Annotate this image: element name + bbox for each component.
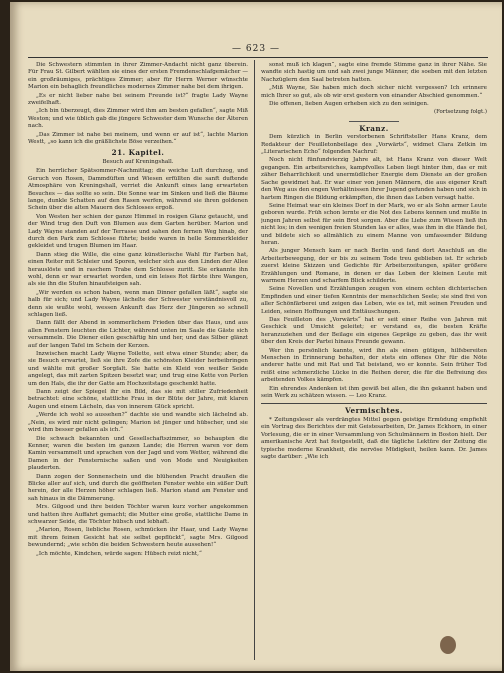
paragraph: „Ich bin überzeugt, dies Zimmer wird ihm am besten gefallen“, sagte Miß Weston; und wie üblich gab die jüngere Schwester dem Wunsche der Älteren nach. [28, 108, 248, 130]
misc-rule [261, 403, 487, 404]
right-column [261, 62, 487, 660]
column-divider [254, 60, 255, 660]
misc-paragraphs [261, 417, 487, 461]
paragraph: Von Westen her schien der ganze Himmel in rosigen Glanz getaucht, und der Wind trug den Duft von Blumen aus dem Garten herüber. Marion und Lady Wayne standen auf der Terrasse und sahen den fernen Weg hinab, der durch den Park zum Schlosse führte; beide waren in helle Sommerkleider gekleidet und trugen Blumen im Haar. [28, 213, 248, 250]
misc-heading: Vermischtes. [345, 406, 403, 416]
chapter-subtitle: Besuch auf Kreningshall. [102, 158, 174, 165]
paragraph: Seine Heimat war ein kleines Dorf in der Mark, wo er als Sohn armer Leute geboren wurde. Früh schon lernte er die Not des Lebens kennen und mußte in jungen Jahren selbst für sein Brot sorgen. Aber die Liebe zum Wissen ließ ihn nicht los; in den wenigen freien Stunden las er alles, was ihm in die Hände fiel, und bildete sich so allmählich zu einem Manne von umfassender Bildung heran. [261, 202, 487, 246]
paragraph: Dann zogen der Sonnenschein und die blühenden Pracht draußen die Blicke aller auf sich, und durch die geöffneten Fenster wehte ein süßer Duft herein, der alle Herzen höher schlagen ließ. Marion stand am Fenster und sah hinaus in die Dämmerung. [28, 473, 248, 502]
paragraph: Dem kürzlich in Berlin verstorbenen Schriftsteller Hans Kranz, dem Redakteur der Feuilletonbeilage des „Vorwärts“, widmet Clara Zetkin im „Literarischen Echo“ folgenden Nachruf: [261, 134, 487, 156]
paragraph: Dann stieg die Wille, die eine ganz künstlerische Wahl für Farben hat, einen Reiter mit Schleier und Sporen, welcher sich aus den Linden der Allee herauslöste und in raschem Trabe dem Schlosse zuritt. Sie erkannte ihn wohl, denn er war erwartet worden, und ein leises Rot färbte ihre Wangen, als sie ihn die Stufen hinaufsteigen sah. [28, 251, 248, 288]
paragraph: Ein herrlicher Spätsommer-Nachmittag; die weiche Luft durchzog, und Geruch von Rosen, Dammdüften und Wiesen erfüllten die sanft duftende Atmosphäre von Kreningshall, verriet die Ankunft eines lang erwarteten Besuches — das sollte so sein. Die Sonne war im Sinken und ließ die Bäume lange, dunkle Schatten auf den Rasen werfen, während sie ihren goldenen Schein über die alten Mauern des Schlosses ergoß. [28, 168, 248, 212]
header-rule [28, 57, 488, 58]
paragraph: Als junger Mensch kam er nach Berlin und fand dort Anschluß an die Arbeiterbewegung, der er bis zu seinem Tode treu geblieben ist. Er schrieb zuerst kleine Skizzen und Gedichte für Arbeiterzeitungen, später größere Erzählungen und Romane, in denen er das Leben der kleinen Leute mit warmem Herzen und scharfem Blick schilderte. [261, 248, 487, 284]
paragraph: Noch nicht fünfundvierzig Jahre alt, ist Hans Kranz von dieser Welt gegangen. Ein arbeitsreiches, kampfvolles Leben liegt hinter ihm, das er mit zäher Beharrlichkeit und unermüdlicher Energie dem Dienste an der großen Sache gewidmet hat. Er war einer von jenen Männern, die aus eigener Kraft den Weg aus den engen Verhältnissen ihrer Jugend gefunden haben und sich in hartem Ringen die Bildung erkämpften, die ihnen das Leben versagt hatte. [261, 157, 487, 201]
paragraph: „Werde ich wohl so aussehen?“ dachte sie und wandte sich lächelnd ab. „Nein, es wird mir nicht gelingen; Marion ist jünger und hübscher, und sie wird ihm besser gefallen als ich.“ [28, 412, 248, 434]
paragraph: „Wir werden es schon haben, wenn man Dinner gefallen läßt“, sagte sie halb für sich; und Lady Wayne lächelte der Schwester verständnisvoll zu, denn sie wußte wohl, wessen Ankunft das Herz der Jüngeren so schnell schlagen ließ. [28, 289, 248, 318]
paragraph: Wer ihn persönlich kannte, wird ihn als einen gütigen, hilfsbereiten Menschen in Erinnerung behalten, der stets ein offenes Ohr für die Nöte anderer hatte und mit Rat und Tat beistand, wo er konnte. Sein früher Tod reißt eine schmerzliche Lücke in die Reihen derer, die für die Befreiung des arbeitenden Volkes kämpfen. [261, 347, 487, 384]
chapter-paragraphs [28, 168, 248, 558]
section-separator [349, 121, 399, 122]
paragraph: Seine Novellen und Erzählungen zeugen von einem echten dichterischen Empfinden und einer tiefen Kenntnis der menschlichen Seele; sie sind frei von aller Schönfärberei und zeigen das Leben, wie es ist, mit seinen Freuden und Leiden, seinen Hoffnungen und Enttäuschungen. [261, 286, 487, 315]
paragraph: Die schwach bekannten und Gesellschaftszimmer, so behaupten die Kenner, waren die besten im ganzen Lande; die Herren waren vor dem Kamin versammelt und sprachen von der Jagd und vom Wetter, während die Damen in der Fensternische saßen und von Mode und Neuigkeiten plauderten. [28, 435, 248, 472]
continuation-note: (Fortsetzung folgt.) [433, 109, 487, 116]
paragraph: Mrs. Gilgood und ihre beiden Töchter waren kurz vorher angekommen und hatten ihre Auffahrt gemacht; die Mutter eine große, stattliche Dame in schwarzer Seide, die Töchter hübsch und lebhaft. [28, 504, 248, 525]
chapter-heading: 21. Kapitel. [111, 148, 165, 158]
paragraph: Inzwischen macht Lady Wayne Toilette, seit etwa einer Stunde; aber, da sie Besuch erwartet, ließ sie ihre Zofe die schönsten Kleider herbeibringen und wählte mit großer Sorgfalt. Sie hatte ein Kleid von weißer Seide angelegt, das mit zarten Spitzen besetzt war, und trug eine Kette von Perlen um den Hals, die ihr der Gatte am Hochzeitstage geschenkt hatte. [28, 351, 248, 387]
paragraph: * Zeitungsleser als verdrängtes Mittel gegen geistige Ermüdung empfiehlt ein Vortrag des Berichtes der mit Geistesarbeiten, Dr. James Eckhorn, in einer Vorlesung, die er in einer Versammlung von Schulmännern in Boston hielt. Der amerikanische Arzt hat festgestellt, daß die tägliche Lektüre der Zeitung die typische moderne Krankheit, die nervöse Müdigkeit, heilen kann. Dr. James sagte darüber: „Wie ich [261, 416, 487, 460]
paragraph: „Miß Wayne, Sie haben mich doch sicher nicht vergessen? Ich erinnere mich Ihrer so gut, als ob wir erst gestern von einander Abschied genommen.“ [261, 85, 487, 99]
paragraph: Dann zeigt der Spiegel ihr ein Bild, das sie mit stiller Zufriedenheit betrachtet: eine schöne, stattliche Frau in der Blüte der Jahre, mit klaren Augen und einem Lächeln, das von innerem Glück spricht. [28, 389, 248, 410]
left-column [28, 62, 248, 660]
paragraph: Dann fällt der Abend in sommerlichem Frieden über das Haus, und aus allen Fenstern leuchten die Lichter, während unten im Saale die Gäste sich versammeln. Die Diener eilen geschäftig hin und her, und das Silber glänzt auf der langen Tafel im Schein der Kerzen. [28, 320, 248, 349]
ink-stain [440, 636, 456, 654]
paragraph: „Es er nicht lieber nahe bei seinem Freunde ist?“ fragte Lady Wayne zweifelhaft. [28, 92, 248, 107]
paragraph: „Das Zimmer ist nahe bei meinem, und wenn er auf ist“, lachte Marion Westt, „so kann ich die gräßlichste Böse verzeihen.“ [28, 131, 248, 146]
newspaper-page [10, 2, 502, 671]
paragraph: sonst muß ich klagen“, sagte eine fremde Stimme ganz in ihrer Nähe. Sie wandte sich hastig um und sah zwei junge Männer, die soeben mit den letzten Nachzüglern den Saal betreten hatten. [261, 62, 487, 83]
section-paragraphs [261, 134, 487, 400]
right-top-paragraphs [261, 62, 487, 108]
paragraph: Das Feuilleton des „Vorwärts“ hat er seit einer Reihe von Jahren mit Geschick und Umsicht geleitet; er verstand es, die besten Kräfte heranzuziehen und der Beilage ein eigenes Gepräge zu geben, das ihr weit über den Kreis der Partei hinaus Freunde gewann. [261, 317, 487, 346]
paragraph: Die offenen, lieben Augen erheben sich zu den seinigen. [269, 101, 429, 108]
paragraph: „Marion, Rosen, liebliche Rosen, schmücken ihr Haar, und Lady Wayne mit ihrem feinen Gesicht hat sie selbst gepflückt“, sagte Mrs. Gilgood bewundernd; „wie schön die beiden Schwestern heute aussehen!“ [28, 527, 248, 549]
paragraph: „Ich möchte, Kindchen, würde sagen: Hübsch reizt nicht,“ [36, 550, 202, 557]
paragraph: Ein ehrendes Andenken ist ihm gewiß bei allen, die ihn gekannt haben und sein Werk zu schätzen wissen. — Leo Kranz. [261, 385, 487, 400]
page-number: — 623 — [232, 44, 280, 54]
left-top-paragraphs [28, 62, 248, 146]
paragraph: Die Schwestern stimmten in ihrer Zimmer-Andacht nicht ganz überein. Für Frau St. Gilbert wählten sie eines der ersten Fremdenschlafgemächer — ein großräumiges, prächtiges Zimmer; aber für Herrn Werner wünschte Marion ein behaglich freundliches modernes Zimmer nahe bei dem ihrigen. [28, 62, 248, 91]
section-heading: Kranz. [359, 123, 389, 133]
